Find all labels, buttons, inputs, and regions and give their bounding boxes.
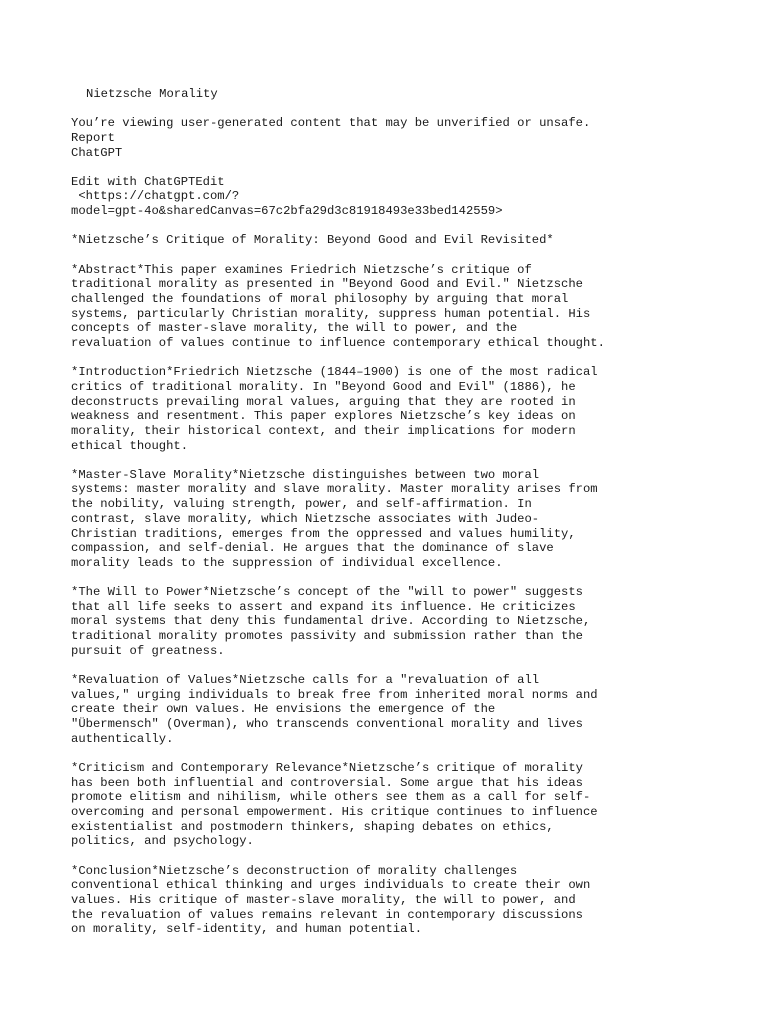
paragraph-line: *Conclusion*Nietzsche’s deconstruction of morality challenges [71, 863, 518, 878]
edit-with-chatgpt-link[interactable]: Edit with ChatGPTEdit [71, 174, 225, 189]
paragraph-line: overcoming and personal empowerment. His critique continues to influence [71, 805, 598, 819]
paragraph-line: *Introduction*Friedrich Nietzsche (1844–1900) is one of the most radical [71, 365, 598, 380]
document-title: Nietzsche Morality [86, 87, 218, 101]
source-label: ChatGPT [71, 145, 123, 160]
paragraph-line: challenged the foundations of moral philosophy by arguing that moral [71, 291, 569, 306]
paragraph-line: traditional morality promotes passivity and submission rather than the [71, 629, 583, 644]
report-link[interactable]: Report [71, 130, 115, 145]
paragraph-line: values. His critique of master-slave morality, the will to power, and [71, 892, 576, 907]
paragraph-line: pursuit of greatness. [71, 643, 225, 658]
paragraph-line: *Master-Slave Morality*Nietzsche distinguishes between two moral [71, 467, 540, 482]
paper-sections [71, 263, 731, 938]
section-revaluation-of-values [71, 673, 731, 746]
paragraph-line: moral systems that deny this fundamental drive. According to Nietzsche, [71, 614, 591, 629]
paragraph-line: systems, particularly Christian morality, suppress human potential. His [71, 306, 591, 321]
section-abstract [71, 263, 731, 351]
paragraph-line: compassion, and self-denial. He argues that the dominance of slave [71, 541, 554, 556]
paragraph-line: morality leads to the suppression of individual excellence. [71, 555, 503, 570]
paragraph-line: traditional morality as presented in "Beyond Good and Evil." Nietzsche [71, 277, 583, 292]
paragraph-line: critics of traditional morality. In "Beyond Good and Evil" (1886), he [71, 379, 576, 394]
paragraph-line: values," urging individuals to break free from inherited moral norms and [71, 687, 598, 702]
document-page [71, 87, 731, 952]
section-will-to-power [71, 585, 731, 658]
edit-block [71, 175, 731, 219]
paper-title: *Nietzsche’s Critique of Morality: Beyond Good and Evil Revisited* [71, 233, 554, 248]
paragraph-line: deconstructs prevailing moral values, arguing that they are rooted in [71, 394, 576, 409]
section-introduction [71, 365, 731, 453]
paragraph-line: promote elitism and nihilism, while others see them as a call for self- [71, 790, 591, 805]
paragraph-line: *Criticism and Contemporary Relevance*Nietzsche’s critique of morality [71, 760, 583, 775]
shared-canvas-url-line-1[interactable]: <https://chatgpt.com/? [71, 189, 240, 204]
paragraph-line: conventional ethical thinking and urges individuals to create their own [71, 878, 591, 893]
unverified-content-warning: You’re viewing user-generated content that may be unverified or unsafe. [71, 116, 591, 131]
paragraph-line: Christian traditions, emerges from the oppressed and values humility, [71, 526, 576, 541]
paragraph-line: *Abstract*This paper examines Friedrich Nietzsche’s critique of [71, 262, 532, 277]
section-master-slave-morality [71, 468, 731, 571]
paragraph-line: *The Will to Power*Nietzsche’s concept of the "will to power" suggests [71, 585, 583, 600]
paragraph-line: has been both influential and controversial. Some argue that his ideas [71, 775, 583, 790]
paragraph-line: revaluation of values continue to influence contemporary ethical thought. [71, 335, 605, 350]
paragraph-line: authentically. [71, 731, 174, 746]
paragraph-line: that all life seeks to assert and expand its influence. He criticizes [71, 599, 576, 614]
paragraph-line: the revaluation of values remains relevant in contemporary discussions [71, 907, 583, 922]
paragraph-line: weakness and resentment. This paper explores Nietzsche’s key ideas on [71, 409, 576, 424]
section-conclusion [71, 864, 731, 937]
paragraph-line: politics, and psychology. [71, 834, 254, 849]
content-notice [71, 116, 731, 160]
paragraph-line: morality, their historical context, and their implications for modern [71, 423, 576, 438]
shared-canvas-url-line-2[interactable]: model=gpt-4o&sharedCanvas=67c2bfa29d3c81918493e33bed142559> [71, 204, 503, 219]
paragraph-line: *Revaluation of Values*Nietzsche calls for a "revaluation of all [71, 673, 540, 687]
paragraph-line: the nobility, valuing strength, power, and self-affirmation. In [71, 497, 532, 512]
paragraph-line: concepts of master-slave morality, the will to power, and the [71, 321, 518, 336]
paragraph-line: on morality, self-identity, and human potential. [71, 922, 423, 937]
paragraph-line: ethical thought. [71, 438, 189, 453]
paper-title-block [71, 233, 731, 248]
paragraph-line: "Übermensch" (Overman), who transcends conventional morality and lives [71, 717, 583, 732]
section-criticism-and-relevance [71, 761, 731, 849]
paragraph-line: existentialist and postmodern thinkers, shaping debates on ethics, [71, 819, 554, 834]
paragraph-line: create their own values. He envisions the emergence of the [71, 702, 496, 717]
paragraph-line: systems: master morality and slave morality. Master morality arises from [71, 482, 598, 497]
paragraph-line: contrast, slave morality, which Nietzsche associates with Judeo- [71, 511, 540, 526]
